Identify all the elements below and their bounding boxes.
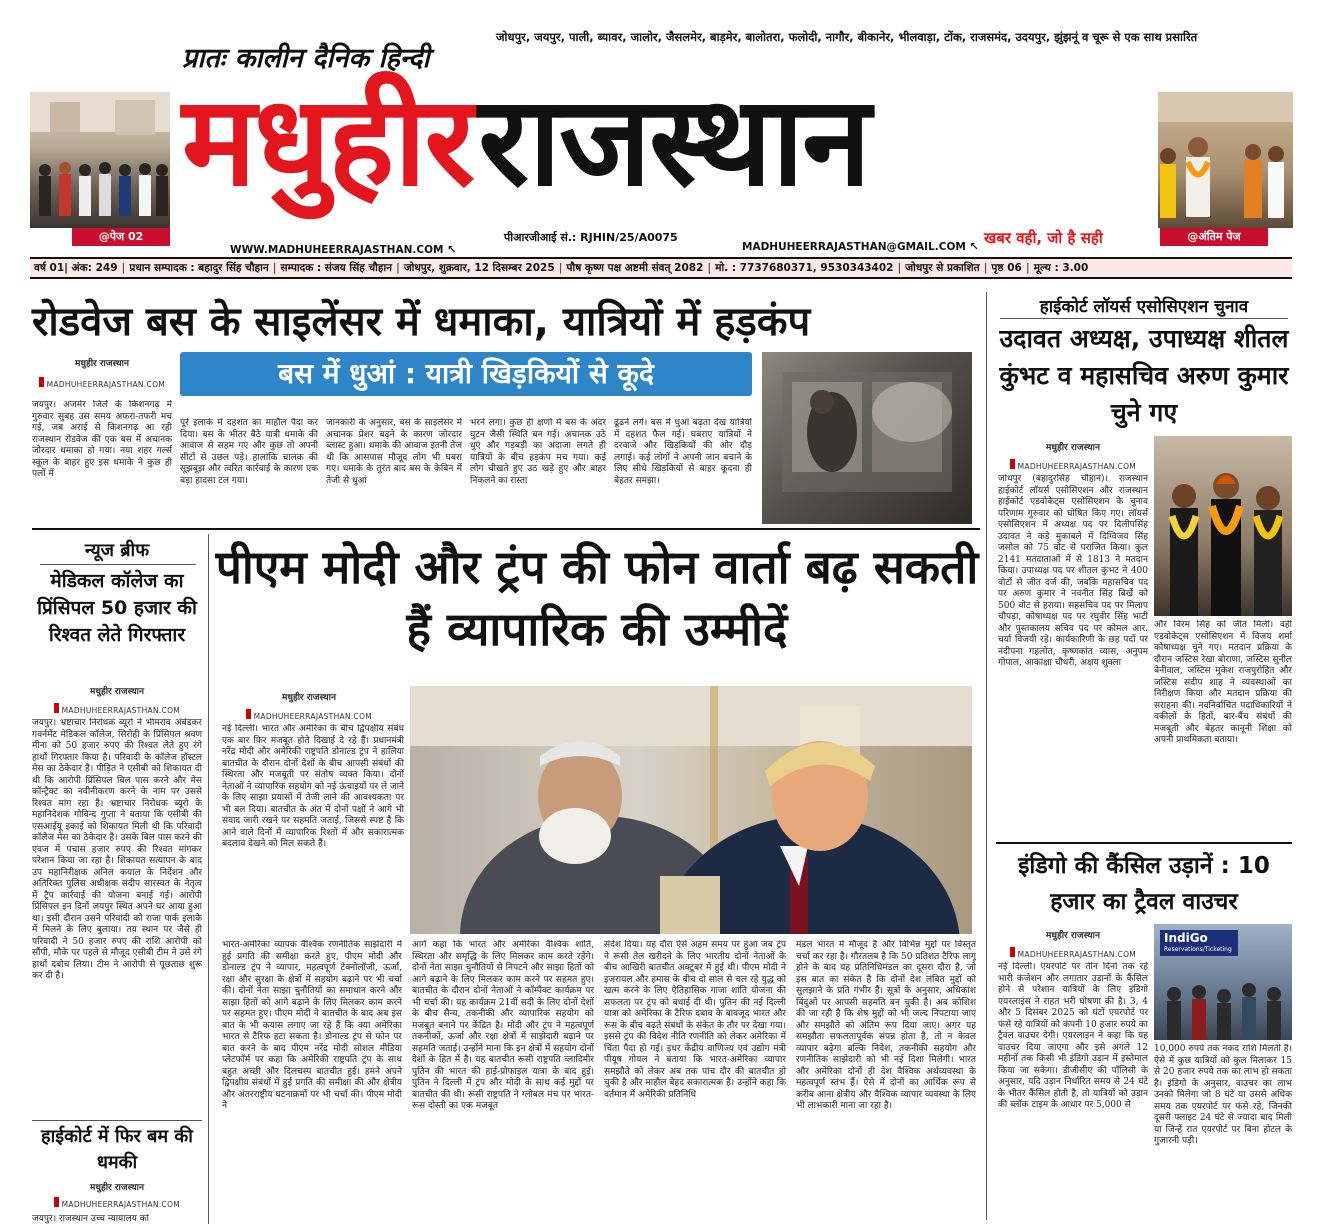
editor: सम्पादक : संजय सिंह चौहान — [280, 262, 392, 274]
news-brief-byline — [32, 684, 202, 715]
bus-story-byline — [32, 356, 172, 389]
lawyers-col2: और विरम सिंह को जीत मिली। वहीं एडवोकेट्स एसोसिएशन में विजय शर्मा कोषाध्यक्ष चुने गए। मतदान प्रक्रिया के दौरान जस्टिस रेखा बोराणा, जस्टिस सुनील बेनीवाल, जस्टिस मुकेश राजपुरोहित और जस्टिस संदीप शाह ने व्यवस्थाओं का निरीक्षण किया और मतदान प्रक्रिया की सराहना की। नवनिर्वाचित पदाधिकारियों ने वकीलों के हितों, बार-बैंच संबंधों की मजबूती और बेहतर कानूनी शिक्षा को अपनी प्राथमिकता बताया। — [1154, 620, 1292, 745]
byline-name: मधुहीर राजस्थान — [1046, 931, 1100, 941]
prgi-number: पीआरजीआई सं.: RJHIN/25/A0075 — [504, 231, 678, 244]
crowd-illustration — [1154, 924, 1292, 1040]
indigo-counter-photo — [1154, 924, 1292, 1040]
lawyers-col1: जोधपुर (बहादुरसिंह चौहान)। राजस्थान हाईकोर्ट लॉयर्स एसोसिएशन और राजस्थान हाईकोर्ट एडवोकेट्स एसोसिएशन के चुनाव परिणाम गुरुवार को घोषित किए गए। लॉयर्स एसोसिएशन में अध्यक्ष पद पर दिलीपसिंह उदावत ने कड़े मुकाबले में दिग्विजय सिंह जसोल को 75 वोट से पराजित किया। कुल 2141 मतदाताओं में से 1813 ने मतदान किया। उपाध्यक्ष पद पर शीतल कुंभट ने 400 वोटों से जीत दर्ज की, जबकि महासचिव पद पर अरुण कुमार ने नवनीत सिंह बिर्खे को 500 वोट से हराया। सहसचिव पद पर मिलाप चौपड़ा, कोषाध्यक्ष पद पर रघुवीर सिंह भाटी और पुस्तकालय सचिव पद पर कोमल आर. चर्या विजयी रहे। कार्यकारिणी के छह पदों पर नंदीपना गहलोत, कृष्णकांत व्यास, अनुपम गोपाल, आकांक्षा चौधरी, अक्षय शुक्ला — [998, 474, 1148, 668]
masthead-title-red: मधुहीर — [182, 70, 474, 214]
byline-marker — [54, 703, 59, 713]
byline-url: MADHUHEERRAJASTHAN.COM — [32, 377, 172, 389]
website-link[interactable]: WWW.MADHUHEERRAJASTHAN.COM ↖ — [230, 243, 457, 256]
samvat-date: पौष कृष्ण पक्ष अष्टमी संवत् 2082 — [566, 262, 704, 274]
modi-story-col3: संदेश दिया। यह दौरा ऐसे अहम समय पर हुआ जब ट्रंप ने रूसी तेल खरीदने के लिए भारतीय दोनों नेताओं के बीच आखिरी बातचीत अक्टूबर में हुई थी। पीएम मोदी ने इजरायल और हमास के बीच दो साल से चल रहे युद्ध को खत्म करने के लिए ऐतिहासिक गाजा शांति योजना की सफलता पर ट्रंप को बधाई दी थी। पुतिन की नई दिल्ली यात्रा को अमेरिका के टैरिफ दबाव के बावजूद भारत और रूस के बीच बढ़ते संबंधों के संकेत के तौर पर देखा गया। इससे ट्रंप की विदेश नीति रणनीति को लेकर अमेरिका में चिंता पैदा हो गई। इधर केंद्रीय वाणिज्य एवं उद्योग मंत्री पीयूष गोयल ने बताया कि भारत-अमेरिका व्यापार समझौते को लेकर अब तक पांच दौर की बातचीत हो चुकी है और माहौल बेहद सकारात्मक है। उन्होंने कहा कि वर्तमान में अमेरिकी प्रतिनिधि — [604, 940, 786, 1100]
masthead-tagline: प्रातः कालीन दैनिक हिन्दी — [182, 43, 430, 74]
modi-trump-headline: पीएम मोदी और ट्रंप की फोन वार्ता बढ़ सकती हैं व्यापारिक की उम्मीदें — [215, 540, 979, 656]
lawyers-kicker: हाईकोर्ट लॉयर्स एसोसिएशन चुनाव — [1039, 297, 1249, 317]
byline-marker — [1010, 947, 1015, 957]
bus-story-col4: भरने लगा। कुछ ही क्षणों में बस के अंदर घुटन जैसी स्थिति बन गई। अचानक उठे धुएं और गड़बड़ी का अंदाजा लगते ही यात्रियों के बीच हड़कंप मच गया। कई लोग चीखते हुए उठ खड़े हुए और बाहर निकलने का रास्ता — [470, 418, 606, 486]
lawyers-winners-photo — [1154, 436, 1292, 616]
modi-story-col2: आगे कहा कि भारत और अमेरिका वैश्विक शांति, स्थिरता और समृद्धि के लिए मिलकर काम करते रहेंगे। दोनों नेता साझा चुनौतियों से निपटने और साझा हितों को आगे बढ़ाने के लिए मिलकर काम करने पर सहमत हुए। बातचीत के दौरान दोनों नेताओं ने कॉम्पैक्ट कार्यक्रम पर भी चर्चा की। यह कार्यक्रम 21वीं सदी के लिए दोनों देशों के बीच सैन्य, तकनीकी और व्यापारिक सहयोग को मजबूत बनाने पर केंद्रित है। मोदी और ट्रंप ने महत्वपूर्ण तकनीकों, ऊर्जा और रक्षा क्षेत्रों में साझेदारी बढ़ाने पर सहमति जताई। उन्होंने माना कि इन क्षेत्रों में सहयोग दोनों देशों के हित में है। यह बातचीत रूसी राष्ट्रपति व्लादिमीर पुतिन की भारत की हाई-प्रोफाइल यात्रा के बाद हुई। पुतिन ने दिल्ली में ट्रंप और मोदी के साथ कई मुद्दों पर बातचीत की थी। रूसी राष्ट्रपति ने ग्लोबल मंच पर भारत-रूस दोस्ती का एक मजबूत — [412, 940, 594, 1111]
lawyers-kicker-rule — [1000, 318, 1288, 319]
news-brief-rule — [40, 564, 196, 565]
phone-numbers: मो. : 7737680371, 9530343402 — [715, 262, 894, 274]
cursor-icon: ↖ — [969, 240, 979, 253]
left-column-divider — [208, 534, 209, 1224]
masthead-left-photo — [30, 92, 170, 228]
event-photo-illustration — [1158, 92, 1293, 228]
byline-url: MADHUHEERRAJASTHAN.COM — [32, 1197, 202, 1209]
bus-story-col2: पूरे इलाके में दहशत का माहौल पैदा कर दिया। बस के भीतर बैठे यात्री धमाके की आवाज से सहम गए और कुछ तो अपनी सीटों से उछल पड़े। हालांकि चालक की सूझबूझ और त्वरित कार्रवाई के कारण एक बड़ा हादसा टल गया। — [180, 418, 318, 486]
modi-story-col4: मंडल भारत में मौजूद है और विभिन्न मुद्दों पर विस्तृत चर्चा कर रहा है। गौरतलब है कि 50 प्रतिशत टैरिफ लागू होने के बाद यह प्रतिनिधिमंडल का दूसरा दौरा है, जो इस बात का संकेत है कि दोनों देश लंबित मुद्दों को सुलझाने के प्रति गंभीर हैं। सूत्रों के अनुसार, अधिकांश बिंदुओं पर आपसी सहमति बन चुकी है। अब कोशिश की जा रही है कि शेष मुद्दों को भी जल्द निपटाया जाए और समझौते को अंतिम रूप दिया जाए। अगर यह समझौता सफलतापूर्वक संपन्न होता है, तो न केवल व्यापार बढ़ेगा बल्कि निवेश, तकनीकी सहयोग और रणनीतिक साझेदारी को भी नई दिशा मिलेगी। भारत और अमेरिका दोनों ही देश वैश्विक अर्थव्यवस्था के महत्वपूर्ण स्तंभ हैं। ऐसे में दोनों का आर्थिक रूप से करीब आना क्षेत्रीय और वैश्विक व्यापार व्यवस्था के लिए भी लाभकारी माना जा रहा है। — [796, 940, 976, 1111]
lawyers-headline: उदावत अध्यक्ष, उपाध्यक्ष शीतल कुंभट व महासचिव अरुण कुमार चुने गए — [999, 324, 1289, 427]
news-brief-headline: मेडिकल कॉलेज का प्रिंसिपल 50 हजार की रिश्वत लेते गिरफ्तार — [37, 570, 197, 646]
byline-url: MADHUHEERRAJASTHAN.COM — [32, 703, 202, 715]
issue-number: वर्ष 01| अंक: 249 — [34, 262, 118, 274]
indigo-col2: 10,000 रुपये तक नकद राशि मिलती है। ऐसे में कुछ यात्रियों को कुल मिलाकर 15 से 20 हजार रुपये तक का लाभ हो सकता है। इंडिगो के अनुसार, वाउचर का लाभ उनको मिलेगा जो 8 घंटे या उससे अधिक समय तक एयरपोर्ट पर फंसे रहे, जिनकी दूसरी फ्लाइट 24 घंटे से ज्यादा बाद मिली या जिन्हें रात एयरपोर्ट पर बिना होटल के गुजारनी पड़ी। — [1154, 1044, 1292, 1146]
byline-url: MADHUHEERRAJASTHAN.COM — [998, 947, 1148, 959]
indigo-sign: IndiGo Reservations/Ticketing — [1160, 930, 1238, 956]
byline-marker — [54, 1197, 59, 1207]
byline-name: मधुहीर राजस्थान — [75, 359, 129, 369]
slogan: खबर वही, जो है सही — [984, 229, 1103, 247]
bus-story-headline: रोडवेज बस के साइलेंसर में धमाका, यात्रियों में हड़कंप — [32, 299, 811, 345]
indigo-headline: इंडिगो की कैंसिल उड़ानें : 10 हजार का ट्रैवल वाउचर — [1018, 853, 1270, 915]
byline-url: MADHUHEERRAJASTHAN.COM — [214, 709, 404, 721]
byline-name: मधुहीर राजस्थान — [1046, 443, 1100, 453]
news-brief-bottom-rule — [32, 1120, 202, 1121]
price: मूल्य : 3.00 — [1033, 262, 1089, 274]
indigo-byline — [998, 928, 1148, 959]
masthead-title — [182, 62, 1142, 232]
bus-story-col1: जयपुर। अजमेर जिले के किशनगढ़ में गुरुवार सुबह उस समय अफरा-तफरी मच गई, जब अराई से किशनगढ़ आ रही राजस्थान रोडवेज की एक बस में अचानक जोरदार धमाका हो गया। नया शहर गर्ल्स स्कूल के बाहर हुए इस धमाके ने कुछ ही पलों में — [32, 400, 172, 479]
published-from: जोधपुर से प्रकाशित — [905, 262, 980, 274]
winners-illustration — [1154, 436, 1292, 616]
group-photo-illustration — [30, 92, 170, 228]
bus-story-bottom-rule — [32, 528, 980, 530]
byline-url: MADHUHEERRAJASTHAN.COM — [998, 459, 1148, 471]
modi-story-col1: भारत-अमेरिका व्यापक वैश्विक रणनीतिक साझेदारी में हुई प्रगति की समीक्षा करते हुए, पीएम मोदी और डोनाल्ड ट्रंप ने व्यापार, महत्वपूर्ण टेक्नोलॉजी, ऊर्जा, रक्षा और सुरक्षा के क्षेत्रों में सहयोग बढ़ाने पर भी चर्चा की। दोनों नेता साझा चुनौतियों का समाधान करने और साझा हितों को आगे बढ़ाने के लिए मिलकर काम करने पर सहमत हुए। पीएम मोदी ने बातचीत के बाद अब इस बात के भी कयास लगाए जा रहे हैं कि क्या अमेरिका भारत से टैरिफ हटा सकता है। डोनाल्ड ट्रंप से फोन पर बात करने के बाद पीएम नरेंद्र मोदी सोशल मीडिया प्लेटफॉर्म पर कहा कि अमेरिकी राष्ट्रपति ट्रंप के साथ बहुत अच्छी और दिलचस्प बातचीत हुई। हमने अपने द्विपक्षीय संबंधों में हुई प्रगति की समीक्षा की और क्षेत्रीय और अंतरराष्ट्रीय घटनाक्रमों पर भी चर्चा की। पीएम मोदी ने — [222, 940, 402, 1111]
indigo-col1: नई दिल्ली। एयरपोर्ट पर तीन दिनों तक रहे भारी कंजेशन और लगातार उड़ानों के कैंसिल होने से परेशान यात्रियों के लिए इंडिगो एयरलाइंस ने राहत भरी घोषणा की है। 3, 4 और 5 दिसंबर 2025 को घंटों एयरपोर्ट पर फंसे रहे यात्रियों को कंपनी 10 हजार रुपये का ट्रैवल वाउचर देगी। एयरलाइन ने कहा कि यह वाउचर दिया जाएगा और इसे अगले 12 महीनों तक किसी भी इंडिगो उड़ान में इस्तेमाल किया जा सकेगा। डीजीसीए की पॉलिसी के अनुसार, यदि उड़ान निर्धारित समय से 24 घंटे के भीतर कैंसिल होती है, तो यात्रियों को उड़ान की ब्लॉक टाइम के आधार पर 5,000 से — [998, 962, 1148, 1110]
bomb-threat-byline — [32, 1180, 202, 1209]
lawyers-byline — [998, 440, 1148, 471]
right-column-divider — [986, 292, 987, 1220]
byline-name: मधुहीर राजस्थान — [282, 693, 336, 703]
byline-marker — [246, 709, 251, 719]
bomb-threat-body: जयपुर। राजस्थान उच्च न्यायालय को — [32, 1214, 149, 1224]
right-page-tag[interactable]: @अंतिम पेज — [1160, 228, 1268, 246]
edition-list: जोधपुर, जयपुर, पाली, ब्यावर, जालोर, जैसलमेर, बाड़मेर, बालोतरा, फलोदी, नागौर, बीकानेर, भीलवाड़ा, टोंक, राजसमंद, उदयपुर, झुंझनूं व चूरू से एक साथ प्रसारित — [496, 30, 1198, 44]
page-number: पृष्ठ 06 — [991, 262, 1022, 274]
bomb-threat-headline: हाईकोर्ट में फिर बम की धमकी — [41, 1126, 193, 1173]
email-link[interactable]: MADHUHEERRAJASTHAN@GMAIL.COM ↖ — [742, 240, 979, 253]
modi-trump-photo — [410, 686, 972, 934]
news-brief-body: जयपुर। भ्रष्टाचार निरोधक ब्यूरो ने भीमराव अंबेडकर गवर्नमेंट मेडिकल कॉलेज, सिरोही के प्रिंसिपल श्रवण मीना को 50 हजार रुपए की रिश्वत लेते हुए रंगे हाथों गिरफ्तार किया है। परिवादी के कॉलेज हॉस्टल मेस का ठेकेदार है। पीड़ित ने एसीबी को शिकायत दी थी कि आरोपी प्रिंसिपल बिल पास करने और मेस कॉन्ट्रैक्ट का नवीनीकरण करने के नाम पर उससे रिश्वत मांग रहा है। भ्रष्टाचार निरोधक ब्यूरो के महानिदेशक गोविन्द गुप्ता ने बताया कि एसीबी की एसआईयू इकाई को शिकायत मिली थी कि परिवादी कॉलेज मेस का ठेकेदार है। उसके बिल पास करने की एवज में पचास हजार रुपए की रिश्वत मांगकर परेशान किया जा रहा है। शिकायत सत्यापन के बाद उप महानिरीक्षक अनिल कयाल के निर्देशन और अतिरिक्त पुलिस अधीक्षक संदीप सारस्वत के नेतृत्व में ट्रैप कार्रवाई की योजना बनाई गई। आरोपी प्रिंसिपल इन दिनों जयपुर स्थित अपने घर आया हुआ था। इसी दौरान उसने परिवादी को राजा पार्क इलाके में मिलने के लिए बुलाया। तय स्थान पर जैसे ही परिवादी ने 50 हजार रुपए की राशि आरोपी को सौंपी, मौके पर पहले से मौजूद एसीबी टीम ने उसे रंगे हाथों दबोच लिया। टीम ने आरोपी से पूछताछ शुरू कर दी है। — [32, 718, 202, 981]
info-bar: वर्ष 01| अंक: 249 | प्रधान सम्पादक : बहादुर सिंह चौहान | सम्पादक : संजय सिंह चौहान | जोधपुर, शुक्रवार, 12 दिसम्बर 2025 | पौष कृष्ण पक्ष अष्टमी संवत् 2082 | मो. : 7737680371, 9530343402 | जोधपुर से प्रकाशित | पृष्ठ 06 | मूल्य : 3.00 — [30, 257, 1292, 279]
bus-story-col3: जानकारी के अनुसार, बस के साइलेंसर में अचानक प्रेशर बढ़ने के कारण जोरदार ब्लास्ट हुआ। धमाके की आवाज इतनी तेज थी कि आसपास मौजूद लोग भी घबरा गए। धमाके के तुरंत बाद बस के केबिन में तेजी से धुआं — [326, 418, 462, 486]
chief-editor: प्रधान सम्पादक : बहादुर सिंह चौहान — [129, 262, 269, 274]
byline-name: मधुहीर राजस्थान — [90, 687, 144, 697]
bus-window-illustration — [762, 352, 972, 524]
bus-story-subhead: बस में धुआं : यात्री खिड़कियों से कूदे — [180, 352, 752, 396]
cursor-icon: ↖ — [447, 243, 457, 256]
bus-story-col5: ढूंढने लगे। बस में धुआं बढ़ता देख यात्रियों में दहशत फैल गई। घबराए यात्रियों ने दरवाजे और खिड़कियों की ओर दौड़ लगाई। कई लोगों ने अपनी जान बचाने के लिए सीधे खिड़कियों से बाहर कूदना ही बेहतर समझा। — [614, 418, 752, 486]
news-brief-label: न्यूज ब्रीफ — [84, 540, 150, 561]
issue-date: जोधपुर, शुक्रवार, 12 दिसम्बर 2025 — [403, 262, 555, 274]
leaders-meeting-illustration — [410, 686, 972, 934]
masthead-title-black: राजस्थान — [478, 70, 869, 214]
lawyers-bottom-rule — [996, 842, 1292, 844]
modi-story-byline — [214, 690, 404, 721]
byline-marker — [39, 377, 44, 387]
byline-marker — [1010, 459, 1015, 469]
left-page-tag[interactable]: @पेज 02 — [72, 228, 170, 246]
bus-smoke-photo — [762, 352, 972, 524]
modi-story-intro: नई दिल्ली। भारत और अमेरिका के बीच द्विपक्षीय संबंध एक बार फिर मजबूत होते दिखाई दे रहे हैं। प्रधानमंत्री नरेंद्र मोदी और अमेरिकी राष्ट्रपति डोनाल्ड ट्रंप ने हालिया बातचीत के दौरान दोनों देशों के बीच आपसी संबंधों की स्थिरता और मजबूती पर संतोष व्यक्त किया। दोनों नेताओं ने व्यापारिक सहयोग को नई ऊंचाइयों पर ले जाने के लिए साझा प्रयासों में तेजी लाने की आवश्यकता पर भी बल दिया। बातचीत के अंत में दोनों पक्षों ने आगे भी संवाद जारी रखने पर सहमति जताई, जिससे स्पष्ट है कि आने वाले दिनों में व्यापारिक रिश्तों में और सकारात्मक बदलाव देखने को मिल सकते हैं। — [222, 724, 404, 849]
masthead-right-photo — [1158, 92, 1293, 228]
byline-name: मधुहीर राजस्थान — [90, 1183, 144, 1193]
